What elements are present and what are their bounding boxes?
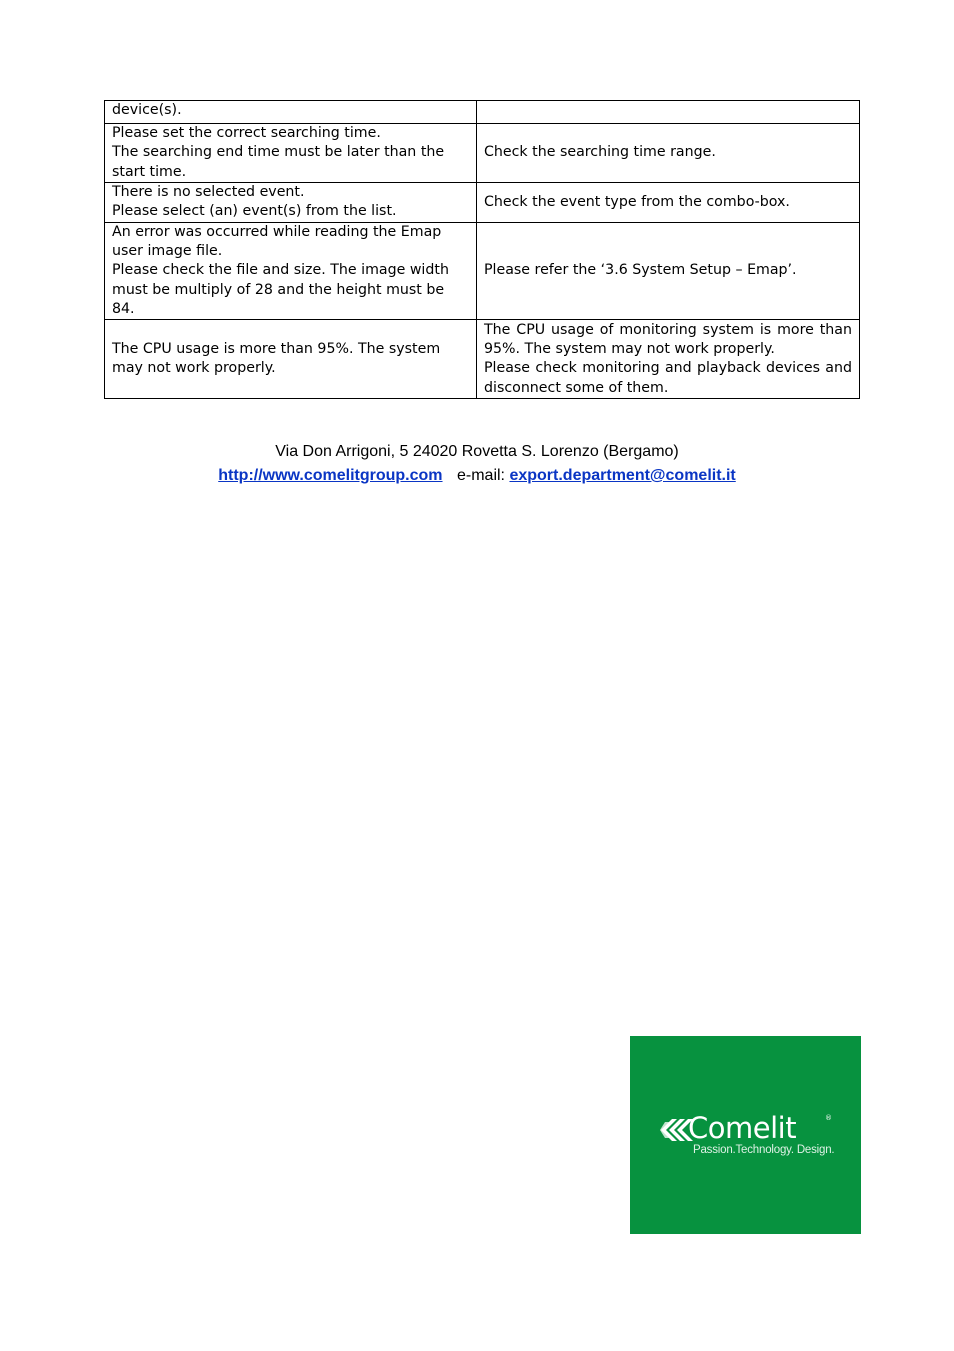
solution-line: Please check monitoring and playback devices and (484, 360, 852, 377)
message-line: may not work properly. (112, 360, 276, 377)
message-line: start time. (112, 163, 187, 180)
message-cell (105, 222, 477, 319)
message-line: Please set the correct searching time. (112, 125, 381, 141)
solution-cell (477, 320, 860, 399)
table-row (105, 101, 860, 124)
solution-cell (477, 124, 860, 183)
message-line: 84. (112, 301, 135, 318)
message-line: Please select (an) event(s) from the list. (112, 203, 397, 220)
message-cell (105, 124, 477, 183)
table-row (105, 124, 860, 183)
website-link[interactable]: http://www.comelitgroup.com (218, 467, 443, 484)
message-cell (105, 101, 477, 124)
table-row (105, 182, 860, 222)
solution-cell (477, 222, 860, 319)
email-link[interactable]: export.department@comelit.it (509, 467, 736, 484)
message-line: An error was occurred while reading the Emap (112, 223, 442, 240)
table-row (105, 320, 860, 399)
message-line: must be multiply of 28 and the height must be (112, 281, 445, 298)
message-line: The searching end time must be later than the (112, 144, 445, 161)
solution-line: Please refer the ‘3.6 System Setup – Emap’. (484, 262, 797, 279)
company-address: Via Don Arrigoni, 5 24020 Rovetta S. Lorenzo (Bergamo) (275, 443, 679, 460)
solution-cell (477, 101, 860, 124)
logo-tagline: Passion.Technology. Design. (693, 1144, 835, 1156)
contact-links (0, 467, 954, 485)
solution-cell (477, 182, 860, 222)
logo-wordmark: Comelit (688, 1111, 797, 1145)
registered-mark: ® (825, 1114, 832, 1122)
error-message-table (104, 100, 860, 399)
message-cell (105, 320, 477, 399)
solution-line: disconnect some of them. (484, 379, 669, 396)
solution-line: 95%. The system may not work properly. (484, 341, 775, 358)
solution-line: The CPU usage of monitoring system is more than (484, 321, 852, 338)
message-line: There is no selected event. (112, 184, 305, 201)
email-label: e-mail: (456, 467, 505, 484)
message-line: user image file. (112, 243, 223, 260)
solution-line: Check the event type from the combo-box. (484, 193, 790, 210)
message-line: device(s). (112, 102, 182, 118)
table-row (105, 222, 860, 319)
message-line: Please check the file and size. The image width (112, 262, 449, 279)
solution-line: Check the searching time range. (484, 144, 716, 161)
message-line: The CPU usage is more than 95%. The system (112, 341, 441, 358)
comelit-logo (630, 1036, 861, 1234)
message-cell (105, 182, 477, 222)
